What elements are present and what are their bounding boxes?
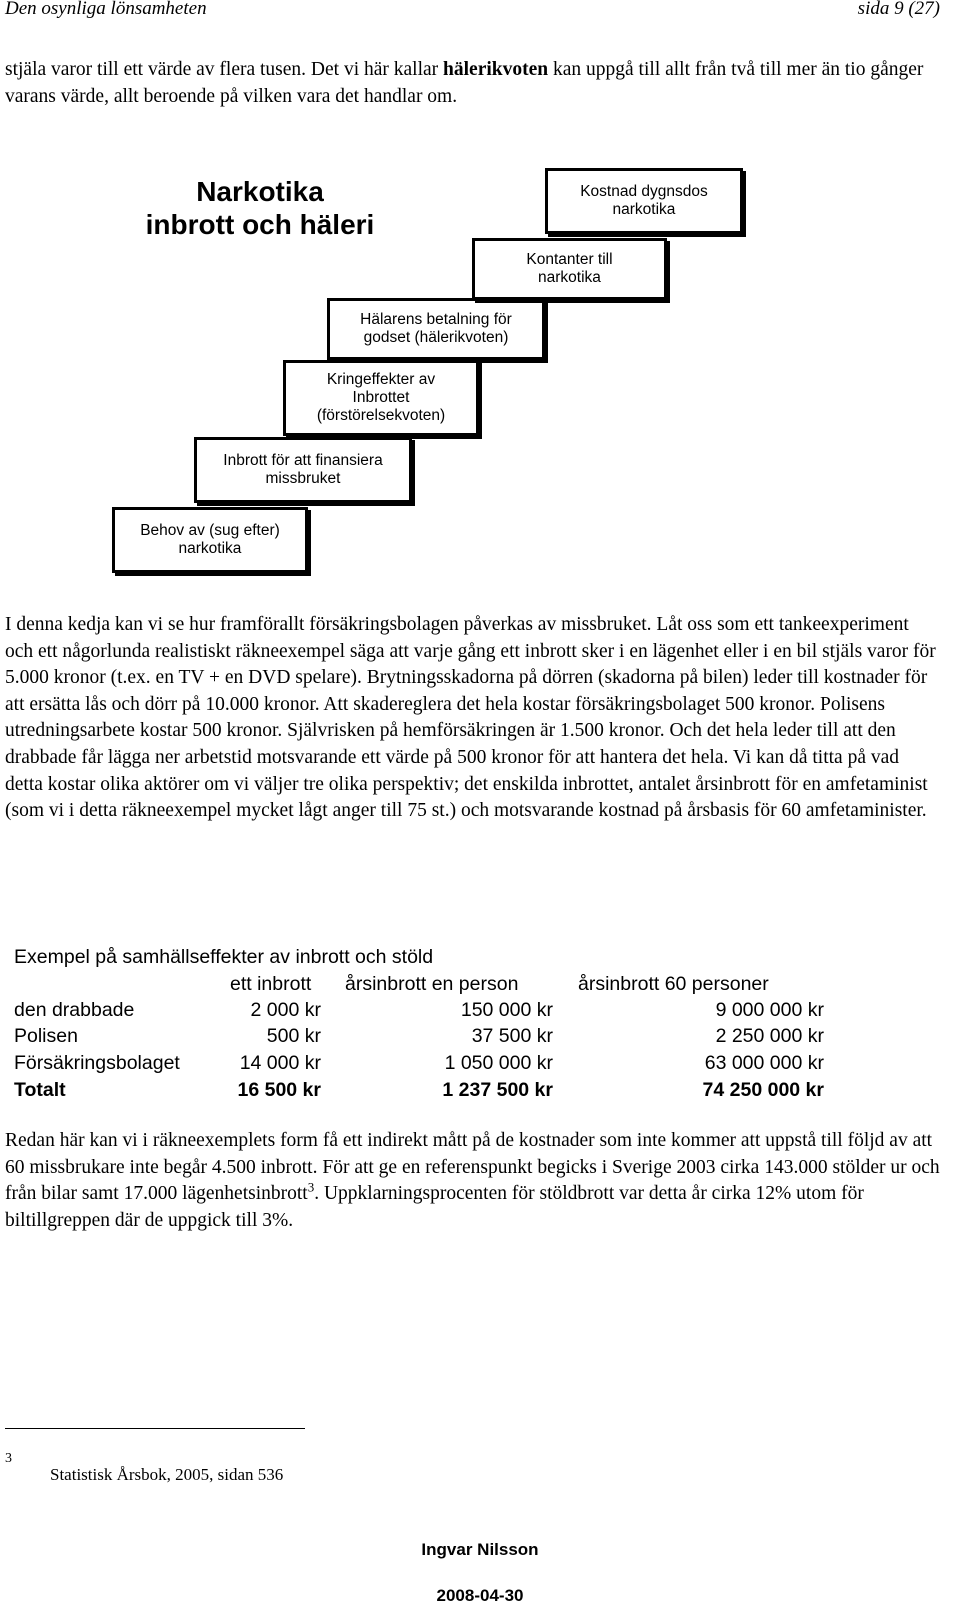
footnote-reference[interactable]: 3 xyxy=(307,1179,315,1195)
diagram-step-fence-payment xyxy=(327,298,545,360)
step-line: godset (hälerikvoten) xyxy=(363,329,509,346)
step-line: Kontanter till xyxy=(526,251,613,268)
row-label: Försäkringsbolaget xyxy=(14,1052,180,1074)
step-line: narkotika xyxy=(612,201,676,218)
table-title: Exempel på samhällseffekter av inbrott och stöld xyxy=(14,946,434,968)
table-cell: 1 050 000 kr xyxy=(444,1052,553,1074)
row-label-total: Totalt xyxy=(14,1079,66,1101)
table-cell: 500 kr xyxy=(266,1025,321,1047)
step-line: narkotika xyxy=(178,540,242,557)
step-line: Hälarens betalning för xyxy=(360,311,512,328)
column-header: ett inbrott xyxy=(230,973,312,995)
table-cell-total: 1 237 500 kr xyxy=(442,1079,553,1101)
table-cell: 2 000 kr xyxy=(250,999,321,1021)
paragraph-conclusion xyxy=(5,1128,940,1234)
paragraph-intro-before: stjäla varor till ett värde av flera tusen. Det vi här kallar xyxy=(5,59,444,80)
footnote-number: 3 xyxy=(5,1451,12,1466)
table-cell: 14 000 kr xyxy=(239,1052,321,1074)
paragraph-intro-bold: hälerikvoten xyxy=(443,59,549,80)
diagram-step-cash xyxy=(472,238,667,300)
table-cell: 2 250 000 kr xyxy=(715,1025,824,1047)
footnote-text: Statistisk Årsbok, 2005, sidan 536 xyxy=(50,1465,284,1484)
row-label: Polisen xyxy=(14,1025,78,1047)
table-cell: 37 500 kr xyxy=(471,1025,553,1047)
row-label: den drabbade xyxy=(14,999,135,1021)
step-line: Inbrott för att finansiera xyxy=(223,452,383,469)
page-number: sida 9 (27) xyxy=(857,0,940,19)
table-cell-total: 74 250 000 kr xyxy=(702,1079,824,1101)
step-line: Kostnad dygnsdos xyxy=(580,183,708,200)
step-line: Behov av (sug efter) xyxy=(140,522,280,539)
footer-date: 2008-04-30 xyxy=(436,1586,524,1605)
paragraph-conclusion-after: . Uppklarningsprocenten för stöldbrott var detta år cirka 12% utom för biltillgreppen där de uppgick till 3%. xyxy=(5,1183,864,1231)
diagram-title xyxy=(110,175,410,241)
step-line: narkotika xyxy=(538,269,601,286)
diagram-title-line2: inbrott och häleri xyxy=(145,209,375,240)
table-cell: 9 000 000 kr xyxy=(715,999,824,1021)
step-line: missbruket xyxy=(265,470,341,487)
table-cell-total: 16 500 kr xyxy=(237,1079,321,1101)
column-header: årsinbrott en person xyxy=(345,973,519,995)
paragraph-intro xyxy=(5,57,940,110)
step-line: (förstörelsekvoten) xyxy=(316,407,446,424)
step-line: Inbrottet xyxy=(352,389,410,406)
table-cell: 63 000 000 kr xyxy=(704,1052,824,1074)
diagram-step-need xyxy=(112,507,308,573)
footer-author: Ingvar Nilsson xyxy=(421,1540,539,1559)
diagram-title-line1: Narkotika xyxy=(196,176,324,207)
table-cell: 150 000 kr xyxy=(460,999,553,1021)
header-title: Den osynliga lönsamheten xyxy=(5,0,207,19)
paragraph-explanation: I denna kedja kan vi se hur framförallt försäkringsbolagen påverkas av missbruket. Låt oss som ett tankeexperiment och ett någorlunda realistiskt räkneexempel säga att varje gång ett inbrott sker i en lägenhet eller i en bil stjäls varor för 5.000 kronor (t.ex. en TV + en DVD spelare). Brytningsskadorna på dörren (skadorna på bilen) leder till kostnader för att ersätta lås och dörr på 10.000 kronor. Att skadereglera det hela kostar försäkringsbolaget 500 kronor. Polisens utredningsarbete kostar 500 kronor. Självrisken på hemförsäkringen är 1.500 kronor. Och det hela leder till att den drabbade får lägga ner arbetstid motsvarande ett värde på 500 kronor för att hantera det hela. Vi kan då titta på vad detta kostar olika aktörer om vi väljer tre olika perspektiv; det enskilda inbrottet, antalet årsinbrott för en amfetaminist (som vi i detta räkneexempel mycket lågt anger till 75 st.) och motsvarande kostnad på årsbasis för 60 amfetaminister. xyxy=(5,614,936,822)
paragraph-conclusion-text: Redan här kan vi i räkneexemplets form få ett indirekt mått på de kostnader som inte kommer att uppstå till följd av att 60 missbrukare inte begår 4.500 inbrott. För att ge en referenspunkt begicks i Sverige 2003 cirka 143.000 stölder ur och från bilar samt 17.000 lägenhetsinbrott xyxy=(5,1130,940,1205)
footnote-divider xyxy=(5,1428,305,1429)
step-line: Kringeffekter av xyxy=(326,371,436,388)
column-header: årsinbrott 60 personer xyxy=(578,973,769,995)
diagram-step-burglary xyxy=(194,437,412,503)
diagram-step-side-effects xyxy=(283,360,479,436)
paragraph-intro-after: kan uppgå till allt från två till mer än tio gånger varans värde, allt beroende på vilken vara det handlar om. xyxy=(5,59,924,107)
diagram-step-daily-dose xyxy=(545,168,743,234)
